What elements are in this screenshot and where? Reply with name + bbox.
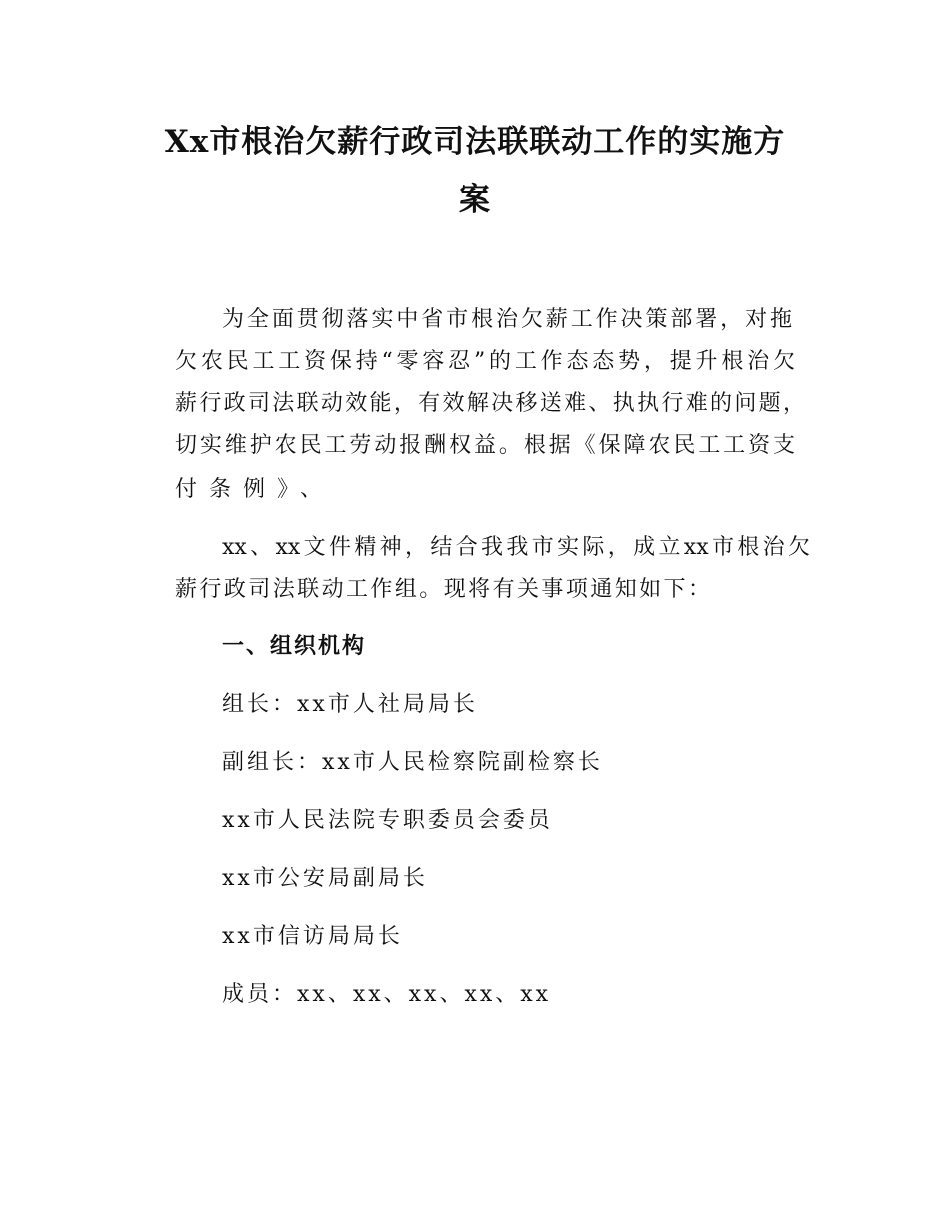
title-line-2: 案 bbox=[459, 182, 491, 218]
text-line: 付条例》、 bbox=[175, 477, 335, 502]
title-line-1: Xx市根治欠薪行政司法联联动工作的实施方 bbox=[164, 124, 786, 160]
list-item: 成员：xx、xx、xx、xx、xx bbox=[222, 982, 552, 1007]
text-line: 切实维护农民工劳动报酬权益。根据《保障农民工工资支 bbox=[175, 433, 795, 458]
list-item: 组长：xx市人社局局长 bbox=[222, 692, 478, 717]
list-item: xx市信访局局长 bbox=[222, 924, 403, 949]
text-line: 薪行政司法联动工作组。现将有关事项通知如下： bbox=[175, 577, 710, 602]
text-line: 为全面贯彻落实中省市根治欠薪工作决策部署，对拖 bbox=[222, 307, 792, 332]
list-item: 副组长：xx市人民检察院副检察长 bbox=[222, 750, 603, 775]
text-line: 欠农民工工资保持“零容忍”的工作态态势，提升根治欠 bbox=[175, 349, 795, 374]
list-item: xx市公安局副局长 bbox=[222, 866, 428, 891]
text-line: xx、xx文件精神，结合我我市实际，成立xx市根治欠 bbox=[222, 535, 810, 560]
list-item: xx市人民法院专职委员会委员 bbox=[222, 808, 553, 833]
text-line: 薪行政司法联动效能，有效解决移送难、执执行难的问题， bbox=[175, 391, 805, 416]
section-heading: 一、组织机构 bbox=[222, 634, 367, 659]
